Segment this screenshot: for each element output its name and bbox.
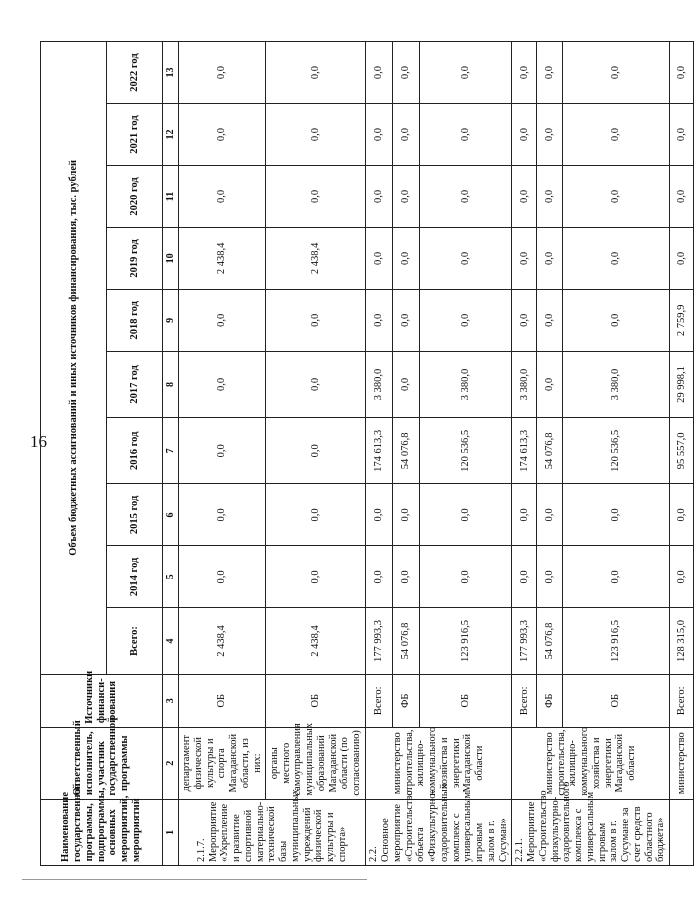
value-cell: 0,0 xyxy=(419,227,512,289)
row-name xyxy=(670,799,694,865)
header-year: 2022 год xyxy=(107,42,163,104)
value-cell: 54 076,8 xyxy=(537,608,562,674)
value-cell: 0,0 xyxy=(537,166,562,228)
column-number: 6 xyxy=(163,484,179,546)
row-source: Всего: xyxy=(512,674,537,727)
row-source: Всего: xyxy=(670,674,694,727)
row-source: ФБ xyxy=(392,674,419,727)
value-cell: 0,0 xyxy=(179,546,266,608)
value-cell: 3 380,0 xyxy=(562,351,670,417)
value-cell: 0,0 xyxy=(266,104,366,166)
value-cell: 0,0 xyxy=(670,42,694,104)
value-cell: 0,0 xyxy=(179,484,266,546)
value-cell: 0,0 xyxy=(419,42,512,104)
value-cell: 0,0 xyxy=(266,484,366,546)
value-cell: 0,0 xyxy=(179,289,266,351)
value-cell: 0,0 xyxy=(670,104,694,166)
value-cell: 0,0 xyxy=(537,289,562,351)
value-cell: 120 536,5 xyxy=(562,418,670,484)
column-number: 3 xyxy=(163,674,179,727)
value-cell: 0,0 xyxy=(512,166,537,228)
column-number-row xyxy=(163,42,179,866)
row-name: 2.1.7. Мероприятие «Укрепление и развитие спортивной материально-технической базы муниципальных учреждений физической культуры и спорта» xyxy=(179,799,366,865)
value-cell: 29 998,1 xyxy=(670,351,694,417)
value-cell: 0,0 xyxy=(392,546,419,608)
header-year: 2020 год xyxy=(107,166,163,228)
value-cell: 0,0 xyxy=(392,104,419,166)
value-cell: 54 076,8 xyxy=(392,608,419,674)
value-cell: 0,0 xyxy=(512,227,537,289)
value-cell: 177 993,3 xyxy=(366,608,393,674)
value-cell: 0,0 xyxy=(562,484,670,546)
funding-table xyxy=(40,41,694,866)
table-row xyxy=(179,42,266,866)
value-cell: 0,0 xyxy=(266,418,366,484)
value-cell: 0,0 xyxy=(419,104,512,166)
value-cell: 3 380,0 xyxy=(512,351,537,417)
header-source: Источники финанси-рования xyxy=(41,674,163,727)
value-cell: 0,0 xyxy=(562,289,670,351)
column-number: 8 xyxy=(163,351,179,417)
page-bottom-rule xyxy=(22,879,367,880)
value-cell: 0,0 xyxy=(537,351,562,417)
value-cell: 174 613,3 xyxy=(366,418,393,484)
value-cell: 0,0 xyxy=(392,484,419,546)
column-number: 5 xyxy=(163,546,179,608)
column-number: 12 xyxy=(163,104,179,166)
row-executor: министерство строительства, жилищно-коммунального хозяйства и энергетики Магаданской области xyxy=(366,727,512,799)
row-executor: министерство строительства, жилищно-коммунального хозяйства и энергетики Магаданской области xyxy=(512,727,670,799)
column-number: 13 xyxy=(163,42,179,104)
value-cell: 54 076,8 xyxy=(537,418,562,484)
header-year: 2017 год xyxy=(107,351,163,417)
value-cell: 0,0 xyxy=(366,166,393,228)
value-cell: 0,0 xyxy=(266,546,366,608)
value-cell: 0,0 xyxy=(419,289,512,351)
header-year: 2014 год xyxy=(107,546,163,608)
value-cell: 0,0 xyxy=(537,104,562,166)
row-source: ОБ xyxy=(266,674,366,727)
header-name: Наименование государственной программы, подпрограммы, основных мероприятий, мероприятий xyxy=(41,799,163,865)
header-row-1 xyxy=(41,42,107,866)
value-cell: 0,0 xyxy=(419,166,512,228)
value-cell: 0,0 xyxy=(179,418,266,484)
value-cell: 0,0 xyxy=(179,42,266,104)
value-cell: 174 613,3 xyxy=(512,418,537,484)
header-total: Всего: xyxy=(107,608,163,674)
value-cell: 0,0 xyxy=(366,546,393,608)
value-cell: 0,0 xyxy=(266,289,366,351)
column-number: 10 xyxy=(163,227,179,289)
value-cell: 0,0 xyxy=(366,42,393,104)
column-number: 2 xyxy=(163,727,179,799)
row-name: 2.2.1. Мероприятие «Строительство физкультурно-оздоровительного комплекса с универсальным игровым залом в г. Сусумане за счет средств областного бюджета» xyxy=(512,799,670,865)
value-cell: 0,0 xyxy=(179,104,266,166)
value-cell: 0,0 xyxy=(366,104,393,166)
column-number: 4 xyxy=(163,608,179,674)
value-cell: 0,0 xyxy=(537,546,562,608)
header-year: 2015 год xyxy=(107,484,163,546)
column-number: 7 xyxy=(163,418,179,484)
table-row xyxy=(266,42,366,866)
header-year: 2021 год xyxy=(107,104,163,166)
row-name: 2.2. Основное мероприятие «Строительство объекта «Физкультурно-оздоровительный комплекс с универсальным игровым залом в г. Сусуман» xyxy=(366,799,512,865)
value-cell: 0,0 xyxy=(366,227,393,289)
value-cell: 0,0 xyxy=(392,42,419,104)
value-cell: 123 916,5 xyxy=(419,608,512,674)
row-source: ФБ xyxy=(537,674,562,727)
row-source: ОБ xyxy=(562,674,670,727)
value-cell: 0,0 xyxy=(512,546,537,608)
value-cell: 0,0 xyxy=(179,351,266,417)
value-cell: 54 076,8 xyxy=(392,418,419,484)
value-cell: 3 380,0 xyxy=(366,351,393,417)
value-cell: 0,0 xyxy=(670,227,694,289)
value-cell: 0,0 xyxy=(179,166,266,228)
value-cell: 123 916,5 xyxy=(562,608,670,674)
value-cell: 0,0 xyxy=(670,166,694,228)
value-cell: 128 315,0 xyxy=(670,608,694,674)
table-row xyxy=(512,42,537,866)
value-cell: 0,0 xyxy=(537,484,562,546)
value-cell: 0,0 xyxy=(392,351,419,417)
value-cell: 0,0 xyxy=(537,42,562,104)
column-number: 9 xyxy=(163,289,179,351)
value-cell: 177 993,3 xyxy=(512,608,537,674)
value-cell: 0,0 xyxy=(512,484,537,546)
value-cell: 0,0 xyxy=(366,289,393,351)
value-cell: 3 380,0 xyxy=(419,351,512,417)
row-executor: органы местного самоуправления муниципальных образований Магаданской области (по согласованию) xyxy=(266,727,366,799)
value-cell: 0,0 xyxy=(366,484,393,546)
row-executor: министерство xyxy=(670,727,694,799)
value-cell: 120 536,5 xyxy=(419,418,512,484)
value-cell: 0,0 xyxy=(512,104,537,166)
value-cell: 2 438,4 xyxy=(266,227,366,289)
value-cell: 0,0 xyxy=(562,227,670,289)
row-executor: департамент физической культуры и спорта Магаданской области, из них: xyxy=(179,727,266,799)
header-executor: Ответственный исполнитель, участник государственной программы xyxy=(41,727,163,799)
header-funding: Объем бюджетных ассигнований и иных источников финансирования, тыс. рублей xyxy=(41,42,107,675)
header-year: 2016 год xyxy=(107,418,163,484)
rotated-table-wrapper xyxy=(40,41,687,866)
row-source: ОБ xyxy=(179,674,266,727)
value-cell: 0,0 xyxy=(419,484,512,546)
value-cell: 0,0 xyxy=(562,546,670,608)
row-source: ОБ xyxy=(419,674,512,727)
column-number: 1 xyxy=(163,799,179,865)
header-year: 2019 год xyxy=(107,227,163,289)
value-cell: 0,0 xyxy=(266,166,366,228)
value-cell: 0,0 xyxy=(670,484,694,546)
value-cell: 0,0 xyxy=(419,546,512,608)
value-cell: 0,0 xyxy=(392,166,419,228)
table-row xyxy=(670,42,694,866)
value-cell: 2 438,4 xyxy=(179,608,266,674)
value-cell: 0,0 xyxy=(562,42,670,104)
value-cell: 2 759,9 xyxy=(670,289,694,351)
table-row xyxy=(366,42,393,866)
value-cell: 0,0 xyxy=(266,42,366,104)
value-cell: 0,0 xyxy=(512,289,537,351)
value-cell: 95 557,0 xyxy=(670,418,694,484)
value-cell: 0,0 xyxy=(562,166,670,228)
value-cell: 0,0 xyxy=(562,104,670,166)
value-cell: 0,0 xyxy=(670,546,694,608)
header-year: 2018 год xyxy=(107,289,163,351)
value-cell: 0,0 xyxy=(266,351,366,417)
value-cell: 2 438,4 xyxy=(266,608,366,674)
value-cell: 0,0 xyxy=(512,42,537,104)
row-source: Всего: xyxy=(366,674,393,727)
value-cell: 2 438,4 xyxy=(179,227,266,289)
value-cell: 0,0 xyxy=(392,227,419,289)
page-number: 16 xyxy=(30,432,47,451)
value-cell: 0,0 xyxy=(392,289,419,351)
column-number: 11 xyxy=(163,166,179,228)
value-cell: 0,0 xyxy=(537,227,562,289)
